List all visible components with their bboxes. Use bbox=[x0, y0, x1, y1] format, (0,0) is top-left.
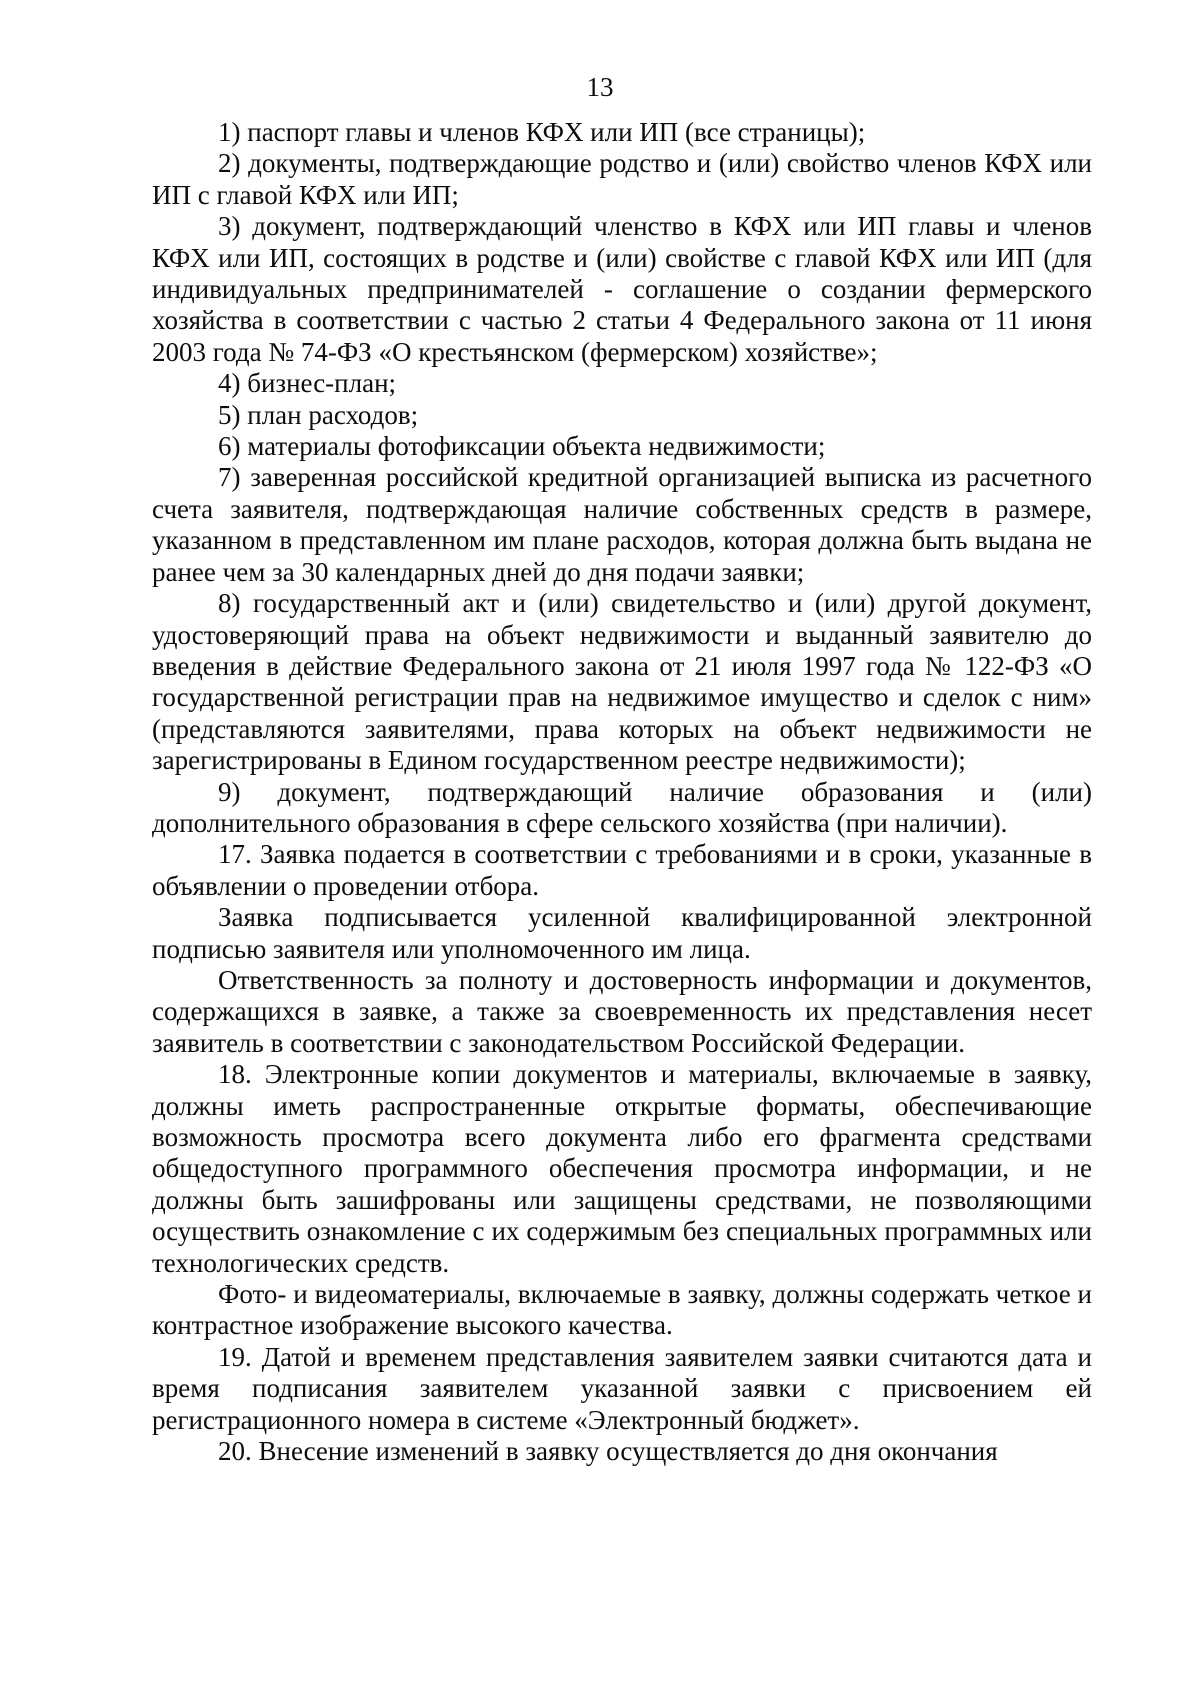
list-item-education-document: 9) документ, подтверждающий наличие образования и (или) дополнительного образования в сфере сельского хозяйства (при наличии). bbox=[152, 776, 1092, 838]
document-body bbox=[152, 117, 1092, 1467]
list-item-kinship-documents: 2) документы, подтверждающие родство и (или) свойство членов КФХ или ИП с главой КФХ или ИП; bbox=[152, 148, 1092, 210]
list-item-membership-document: 3) документ, подтверждающий членство в КФХ или ИП главы и членов КФХ или ИП, состоящих в родстве и (или) свойстве с главой КФХ или ИП (для индивидуальных предпринимателей - соглашение о создании фермерского хозяйства в соответствии с частью 2 статьи 4 Федерального закона от 11 июня 2003 года № 74-ФЗ «О крестьянском (фермерском) хозяйстве»; bbox=[152, 211, 1092, 367]
clause-19: 19. Датой и временем представления заявителем заявки считаются дата и время подписания заявителем указанной заявки с присвоением ей регистрационного номера в системе «Электронный бюджет». bbox=[152, 1341, 1092, 1435]
clause-18-media: Фото- и видеоматериалы, включаемые в заявку, должны содержать четкое и контрастное изображение высокого качества. bbox=[152, 1279, 1092, 1341]
clause-18: 18. Электронные копии документов и материалы, включаемые в заявку, должны иметь распространенные открытые форматы, обеспечивающие возможность просмотра всего документа либо его фрагмента средствами общедоступного программного обеспечения просмотра информации, и не должны быть зашифрованы или защищены средствами, не позволяющими осуществить ознакомление с их содержимым без специальных программных или технологических средств. bbox=[152, 1059, 1092, 1278]
list-item-photo-materials: 6) материалы фотофиксации объекта недвижимости; bbox=[218, 431, 826, 462]
clause-17-signature: Заявка подписывается усиленной квалифицированной электронной подписью заявителя или уполномоченного им лица. bbox=[152, 902, 1092, 964]
list-item-bank-statement: 7) заверенная российской кредитной организацией выписка из расчетного счета заявителя, подтверждающая наличие собственных средств в размере, указанном в представленном им плане расходов, которая должна быть выдана не ранее чем за 30 календарных дней до дня подачи заявки; bbox=[152, 462, 1092, 587]
clause-20: 20. Внесение изменений в заявку осуществляется до дня окончания bbox=[218, 1436, 998, 1467]
list-item-business-plan: 4) бизнес-план; bbox=[218, 368, 397, 399]
list-item-state-act: 8) государственный акт и (или) свидетельство и (или) другой документ, удостоверяющий права на объект недвижимости и выданный заявителю до введения в действие Федерального закона от 21 июля 1997 года № 122-ФЗ «О государственной регистрации прав на недвижимое имущество и сделок с ним» (представляются заявителями, права которых на объект недвижимости не зарегистрированы в Едином государственном реестре недвижимости); bbox=[152, 588, 1092, 776]
list-item-passport: 1) паспорт главы и членов КФХ или ИП (все страницы); bbox=[218, 117, 866, 147]
list-item-expense-plan: 5) план расходов; bbox=[218, 399, 419, 430]
page-number: 13 bbox=[586, 72, 614, 102]
clause-17: 17. Заявка подается в соответствии с требованиями и в сроки, указанные в объявлении о проведении отбора. bbox=[152, 839, 1092, 901]
clause-17-responsibility: Ответственность за полноту и достоверность информации и документов, содержащихся в заявке, а также за своевременность их представления несет заявитель в соответствии с законодательством Российской Федерации. bbox=[152, 964, 1092, 1058]
